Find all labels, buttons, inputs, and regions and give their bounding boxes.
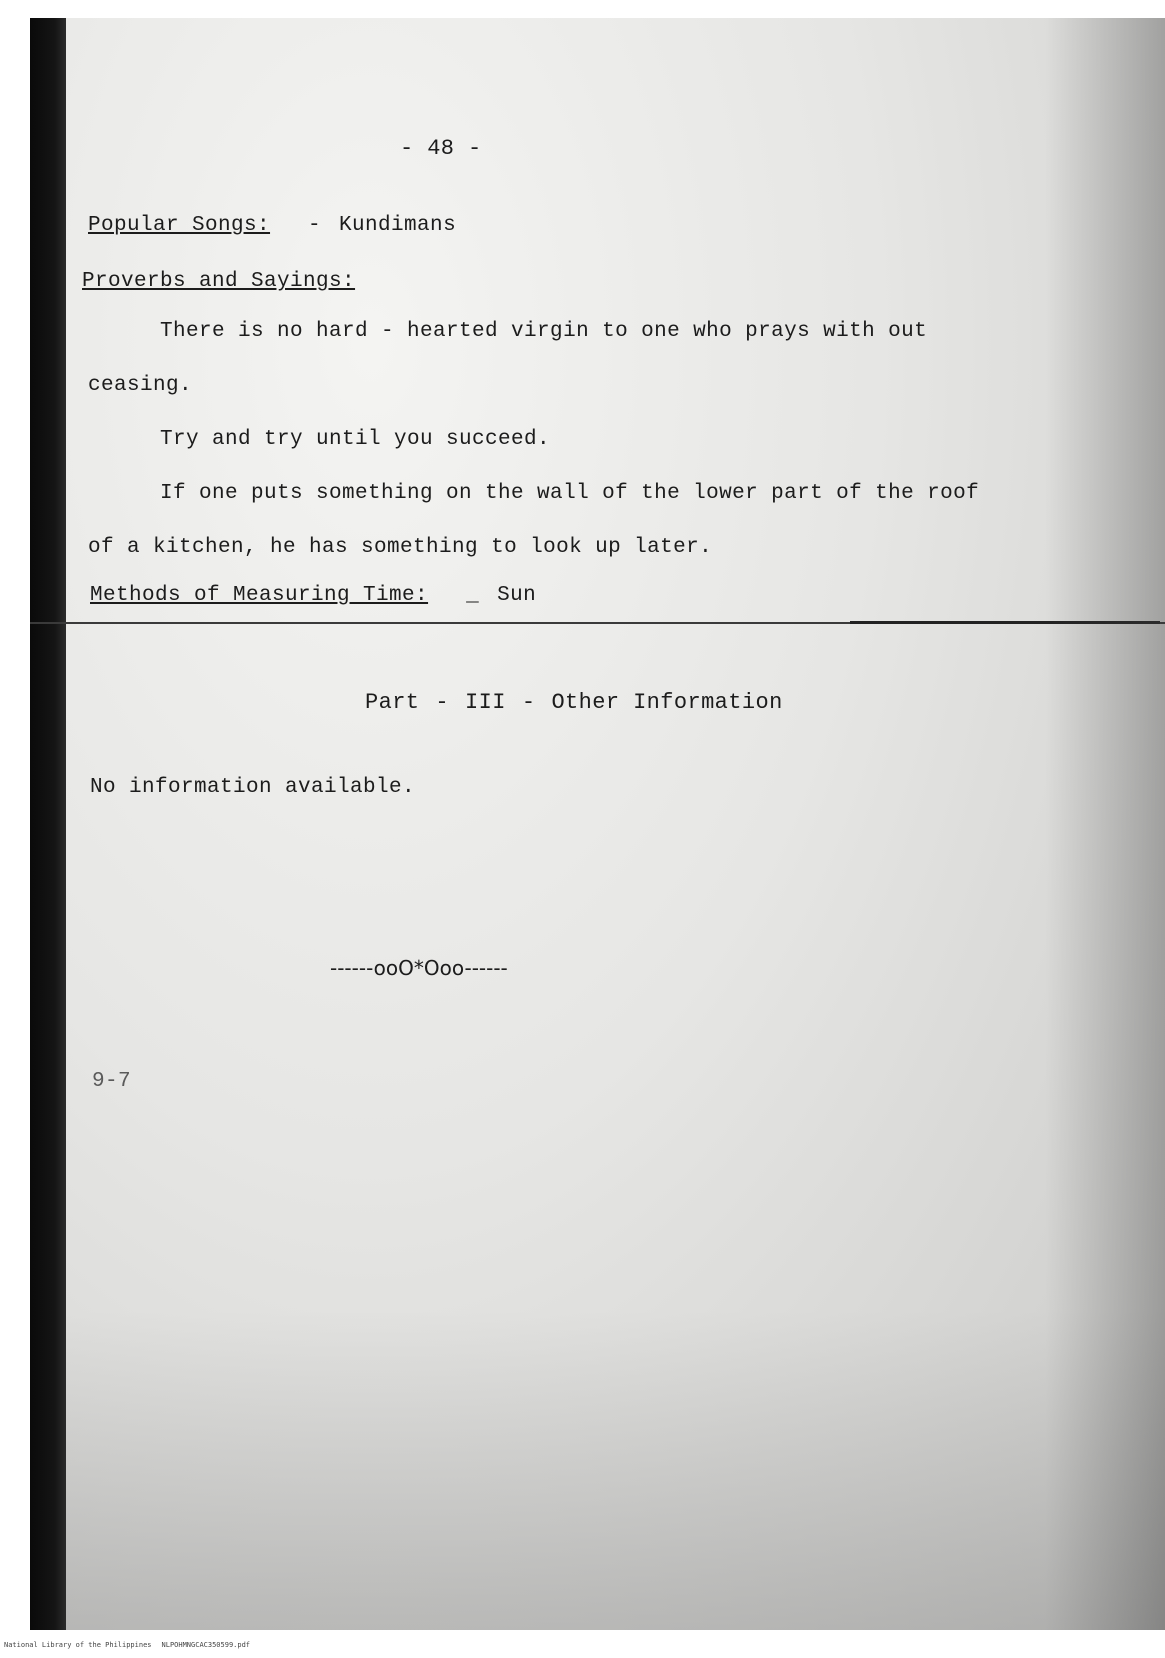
measuring-time-label: Methods of Measuring Time:	[90, 584, 429, 607]
no-information-text: No information available.	[90, 776, 416, 799]
footer-library: National Library of the Philippines	[4, 1641, 152, 1649]
end-ornament: ------ooO*Ooo------	[330, 956, 508, 980]
part-dash-2: -	[521, 690, 536, 715]
proverb-2: Try and try until you succeed.	[160, 428, 551, 451]
popular-songs-separator: -	[308, 214, 322, 237]
popular-songs-row	[88, 214, 456, 237]
part-three-heading	[365, 690, 783, 715]
part-number: III	[465, 690, 506, 715]
margin-code: 9-7	[92, 1070, 132, 1093]
proverb-3: If one puts something on the wall of the lower part of the roof	[160, 482, 980, 505]
measuring-time-value: Sun	[497, 584, 537, 607]
part-label: Part	[365, 690, 420, 715]
measuring-time-row	[90, 584, 536, 607]
measuring-time-separator: _	[466, 584, 480, 607]
part-dash-1: -	[435, 690, 450, 715]
section-rule	[850, 621, 1160, 624]
proverb-3-continued: of a kitchen, he has something to look up later.	[88, 536, 713, 559]
popular-songs-value: Kundimans	[339, 214, 457, 237]
document-body	[30, 18, 1165, 1630]
scanned-page	[30, 18, 1165, 1630]
page-number: - 48 -	[400, 136, 482, 161]
proverb-1-continued: ceasing.	[88, 374, 193, 397]
footer	[4, 1641, 250, 1649]
proverb-1: There is no hard - hearted virgin to one who prays with out	[160, 320, 928, 343]
part-title: Other Information	[551, 690, 783, 715]
popular-songs-label: Popular Songs:	[88, 214, 271, 237]
proverbs-heading: Proverbs and Sayings:	[82, 270, 356, 293]
footer-filename: NLPOHMNGCAC350599.pdf	[161, 1641, 251, 1649]
